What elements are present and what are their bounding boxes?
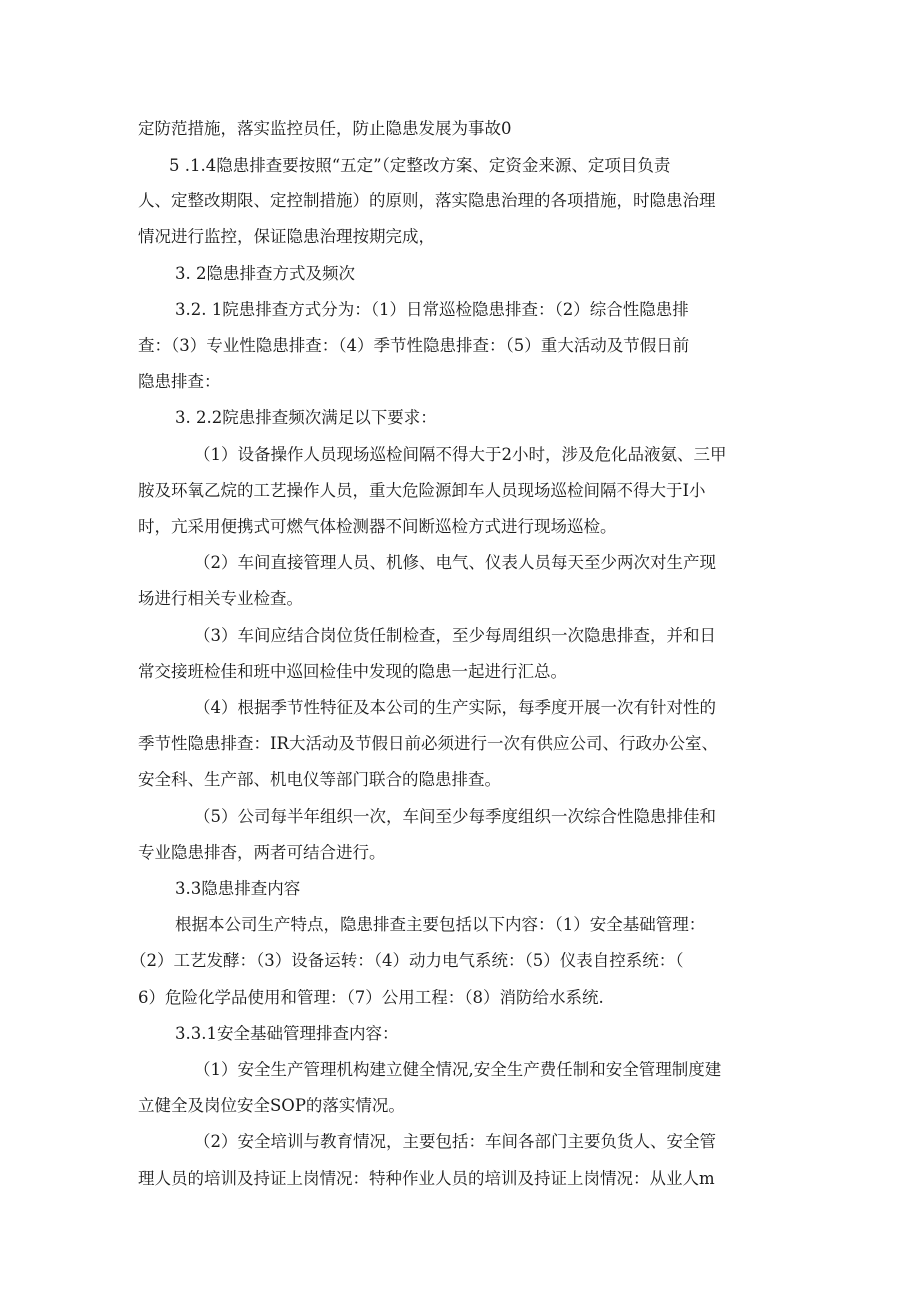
text-line: （5）公司每半年组织一次，车间至少每季度组织一次综合性隐患排佳和 <box>194 807 716 826</box>
text-line: （1）安全生产管理机构建立健全情况,安全生产费任制和安全管理制度建 <box>194 1060 722 1079</box>
text-line: 专业隐患排杳，两者可结合进行。 <box>138 843 386 862</box>
text-line: 理人员的培训及持证上岗情况：特种作业人员的培训及持证上岗情况：从业人m <box>138 1169 715 1188</box>
text-line: 3.2. 1院患排查方式分为：（1）日常巡检隐患排查：（2）综合性隐患排 <box>175 300 689 319</box>
text-line: （1）设备操作人员现场巡检间隔不得大于2小时，涉及危化品液氨、三甲 <box>194 445 727 464</box>
text-line: （3）车间应结合岗位货任制检查，至少每周组织一次隐患排查，并和日 <box>194 626 716 645</box>
text-line: 人、定整改期限、定控制措施）的原则，落实隐患治理的各项措施，时隐患治理 <box>138 191 716 210</box>
text-line: 立健全及岗位安全SOP的落实情况。 <box>138 1096 405 1115</box>
text-line: （2）安全培训与教育情况，主要包括：车间各部门主要负货人、安全管 <box>194 1132 716 1151</box>
text-line: 安全科、生产部、机电仪等部门联合的隐患排查。 <box>138 770 501 789</box>
text-line: 季节性隐患排查：IR大活动及节假日前必须进行一次有供应公司、行政办公室、 <box>138 734 718 753</box>
text-line: 时，亢采用便携式可燃气体检测器不间断巡检方式进行现场巡检。 <box>138 517 617 536</box>
text-line: 5 .1.4隐患排查要按照“五定”（定整改方案、定资金来源、定项目负责 <box>169 156 671 175</box>
text-line: 场进行相关专业检查。 <box>138 589 303 608</box>
section-heading: 3.3隐患排查内容 <box>175 879 301 898</box>
text-line: 胺及环氧乙烷的工艺操作人员，重大危险源卸车人员现场巡检间隔不得大于I小 <box>138 481 706 500</box>
text-line: 6）危险化学品使用和管理：（7）公用工程：（8）消防给水系统. <box>138 988 604 1007</box>
text-line: （4）根据季节性特征及本公司的生产实际，每季度开展一次有针对性的 <box>194 698 716 717</box>
text-line: 定防范措施，落实监控员任，防止隐患发展为事故0 <box>138 119 512 138</box>
text-line: 查：（3）专业性隐患排查：（4）季节性隐患排查：（5）重大活动及节假日前 <box>138 336 690 355</box>
text-line: 隐患排查： <box>138 372 221 391</box>
section-heading: 3.3.1安全基础管理排查内容： <box>175 1024 399 1043</box>
section-heading: 3. 2隐患排查方式及频次 <box>175 264 355 283</box>
text-line: 情况进行监控，保证隐患治理按期完成， <box>138 227 435 246</box>
text-line: 3. 2.2院患排查频次满足以下要求： <box>175 408 437 427</box>
text-line: （2）工艺发酵：（3）设备运转：（4）动力电气系统：（5）仪表自控系统：（ <box>130 951 684 970</box>
text-line: 常交接班检佳和班中巡回检佳中发现的隐患一起进行汇总。 <box>138 662 567 681</box>
text-line: （2）车间直接管理人员、机修、电气、仪表人员每天至少两次对生产现 <box>194 553 716 572</box>
text-line: 根据本公司生产特点，隐患排查主要包括以下内容：（1）安全基础管理： <box>175 915 706 934</box>
